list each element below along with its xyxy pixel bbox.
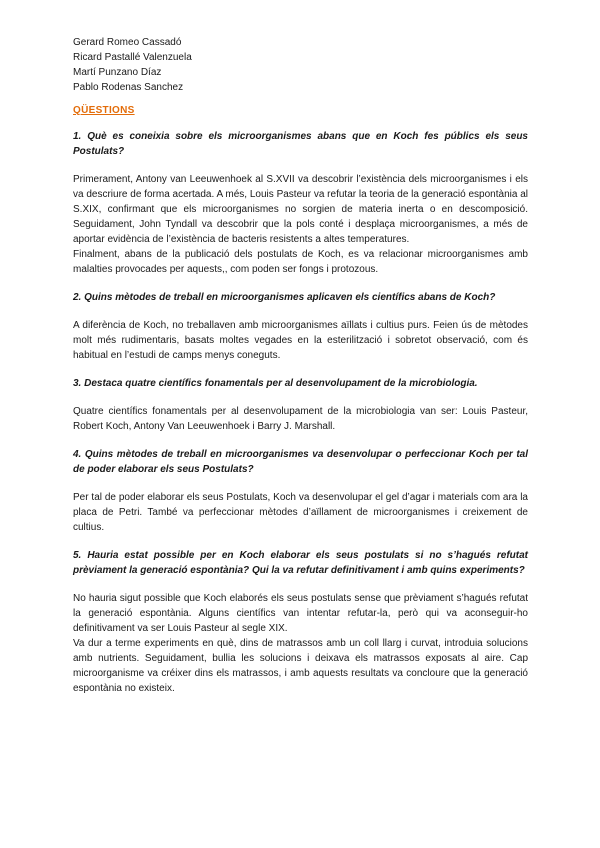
answer-paragraph: A diferència de Koch, no treballaven amb microorganismes aïllats i cultius purs. Feien ús de mètodes molt més rudimentaris, basats moltes vegades en la esterilització i sobretot observació, com és habitual en l’estudi de camps menys coneguts. — [73, 320, 528, 361]
answer-paragraph: Primerament, Antony van Leeuwenhoek al S.XVII va descobrir l’existència dels microorganismes i els va descriure de forma acertada. A més, Louis Pasteur va refutar la teoria de la generació espontània al S.XIX, confirmant que els microorganismes no sorgien de materia inerta o en descomposició. Seguidament, John Tyndall va descobrir que la pols conté i desplaça microorganismes, a més de aportar evidència de l’existència de bacteris resistents a altes temperatures. — [73, 174, 528, 245]
author-name: Pablo Rodenas Sanchez — [73, 82, 184, 93]
answer-1 — [73, 172, 528, 277]
answer-paragraph: Finalment, abans de la publicació dels postulats de Koch, es va relacionar microorganismes amb malalties provocades per aquests,, com poden ser fongs i protozous. — [73, 249, 528, 275]
author-name: Gerard Romeo Cassadó — [73, 37, 182, 48]
author-name: Martí Punzano Díaz — [73, 67, 162, 78]
answer-4 — [73, 490, 528, 535]
author-name: Ricard Pastallé Valenzuela — [73, 52, 192, 63]
question-4: 4. Quins mètodes de treball en microorganismes va desenvolupar o perfeccionar Koch per tal de poder elaborar els seus Postulats? — [73, 449, 528, 475]
answer-paragraph: Per tal de poder elaborar els seus Postulats, Koch va desenvolupar el gel d’agar i materials com ara la placa de Petri. També va perfeccionar mètodes d’aïllament de microorganismes i creixement de cultius. — [73, 492, 528, 533]
section-heading: QÜESTIONS — [73, 105, 135, 116]
question-3: 3. Destaca quatre científics fonamentals per al desenvolupament de la microbiologia. — [73, 378, 478, 389]
answer-paragraph: Quatre científics fonamentals per al desenvolupament de la microbiologia van ser: Louis Pasteur, Robert Koch, Antony Van Leeuwenhoek i Barry J. Marshall. — [73, 406, 528, 432]
answer-3 — [73, 404, 528, 434]
question-5: 5. Hauria estat possible per en Koch elaborar els seus postulats si no s’hagués refutat prèviament la generació espontània? Qui la va refutar definitivament i amb quins experiments? — [73, 550, 528, 576]
answer-5 — [73, 591, 528, 696]
answer-2 — [73, 318, 528, 363]
answer-paragraph: Va dur a terme experiments en què, dins de matrassos amb un coll llarg i curvat, introduia solucions amb nutrients. Seguidament, bullia les solucions i deixava els matrassos exposats al aire. Cap microorganisme va créixer dins els matrassos, i amb aquests resultats va concloure que la generació espontània no existeix. — [73, 638, 528, 694]
question-1: 1. Què es coneixia sobre els microorganismes abans que en Koch fes públics els seus Postulats? — [73, 131, 528, 157]
author-list — [73, 35, 528, 95]
question-2: 2. Quins mètodes de treball en microorganismes aplicaven els científics abans de Koch? — [73, 292, 496, 303]
answer-paragraph: No hauria sigut possible que Koch elaborés els seus postulats sense que prèviament s’hagués refutat la generació espontània. Alguns científics van intentar refutar-la, però qui va aconseguir-ho definitivament va ser Louis Pasteur al segle XIX. — [73, 593, 528, 634]
